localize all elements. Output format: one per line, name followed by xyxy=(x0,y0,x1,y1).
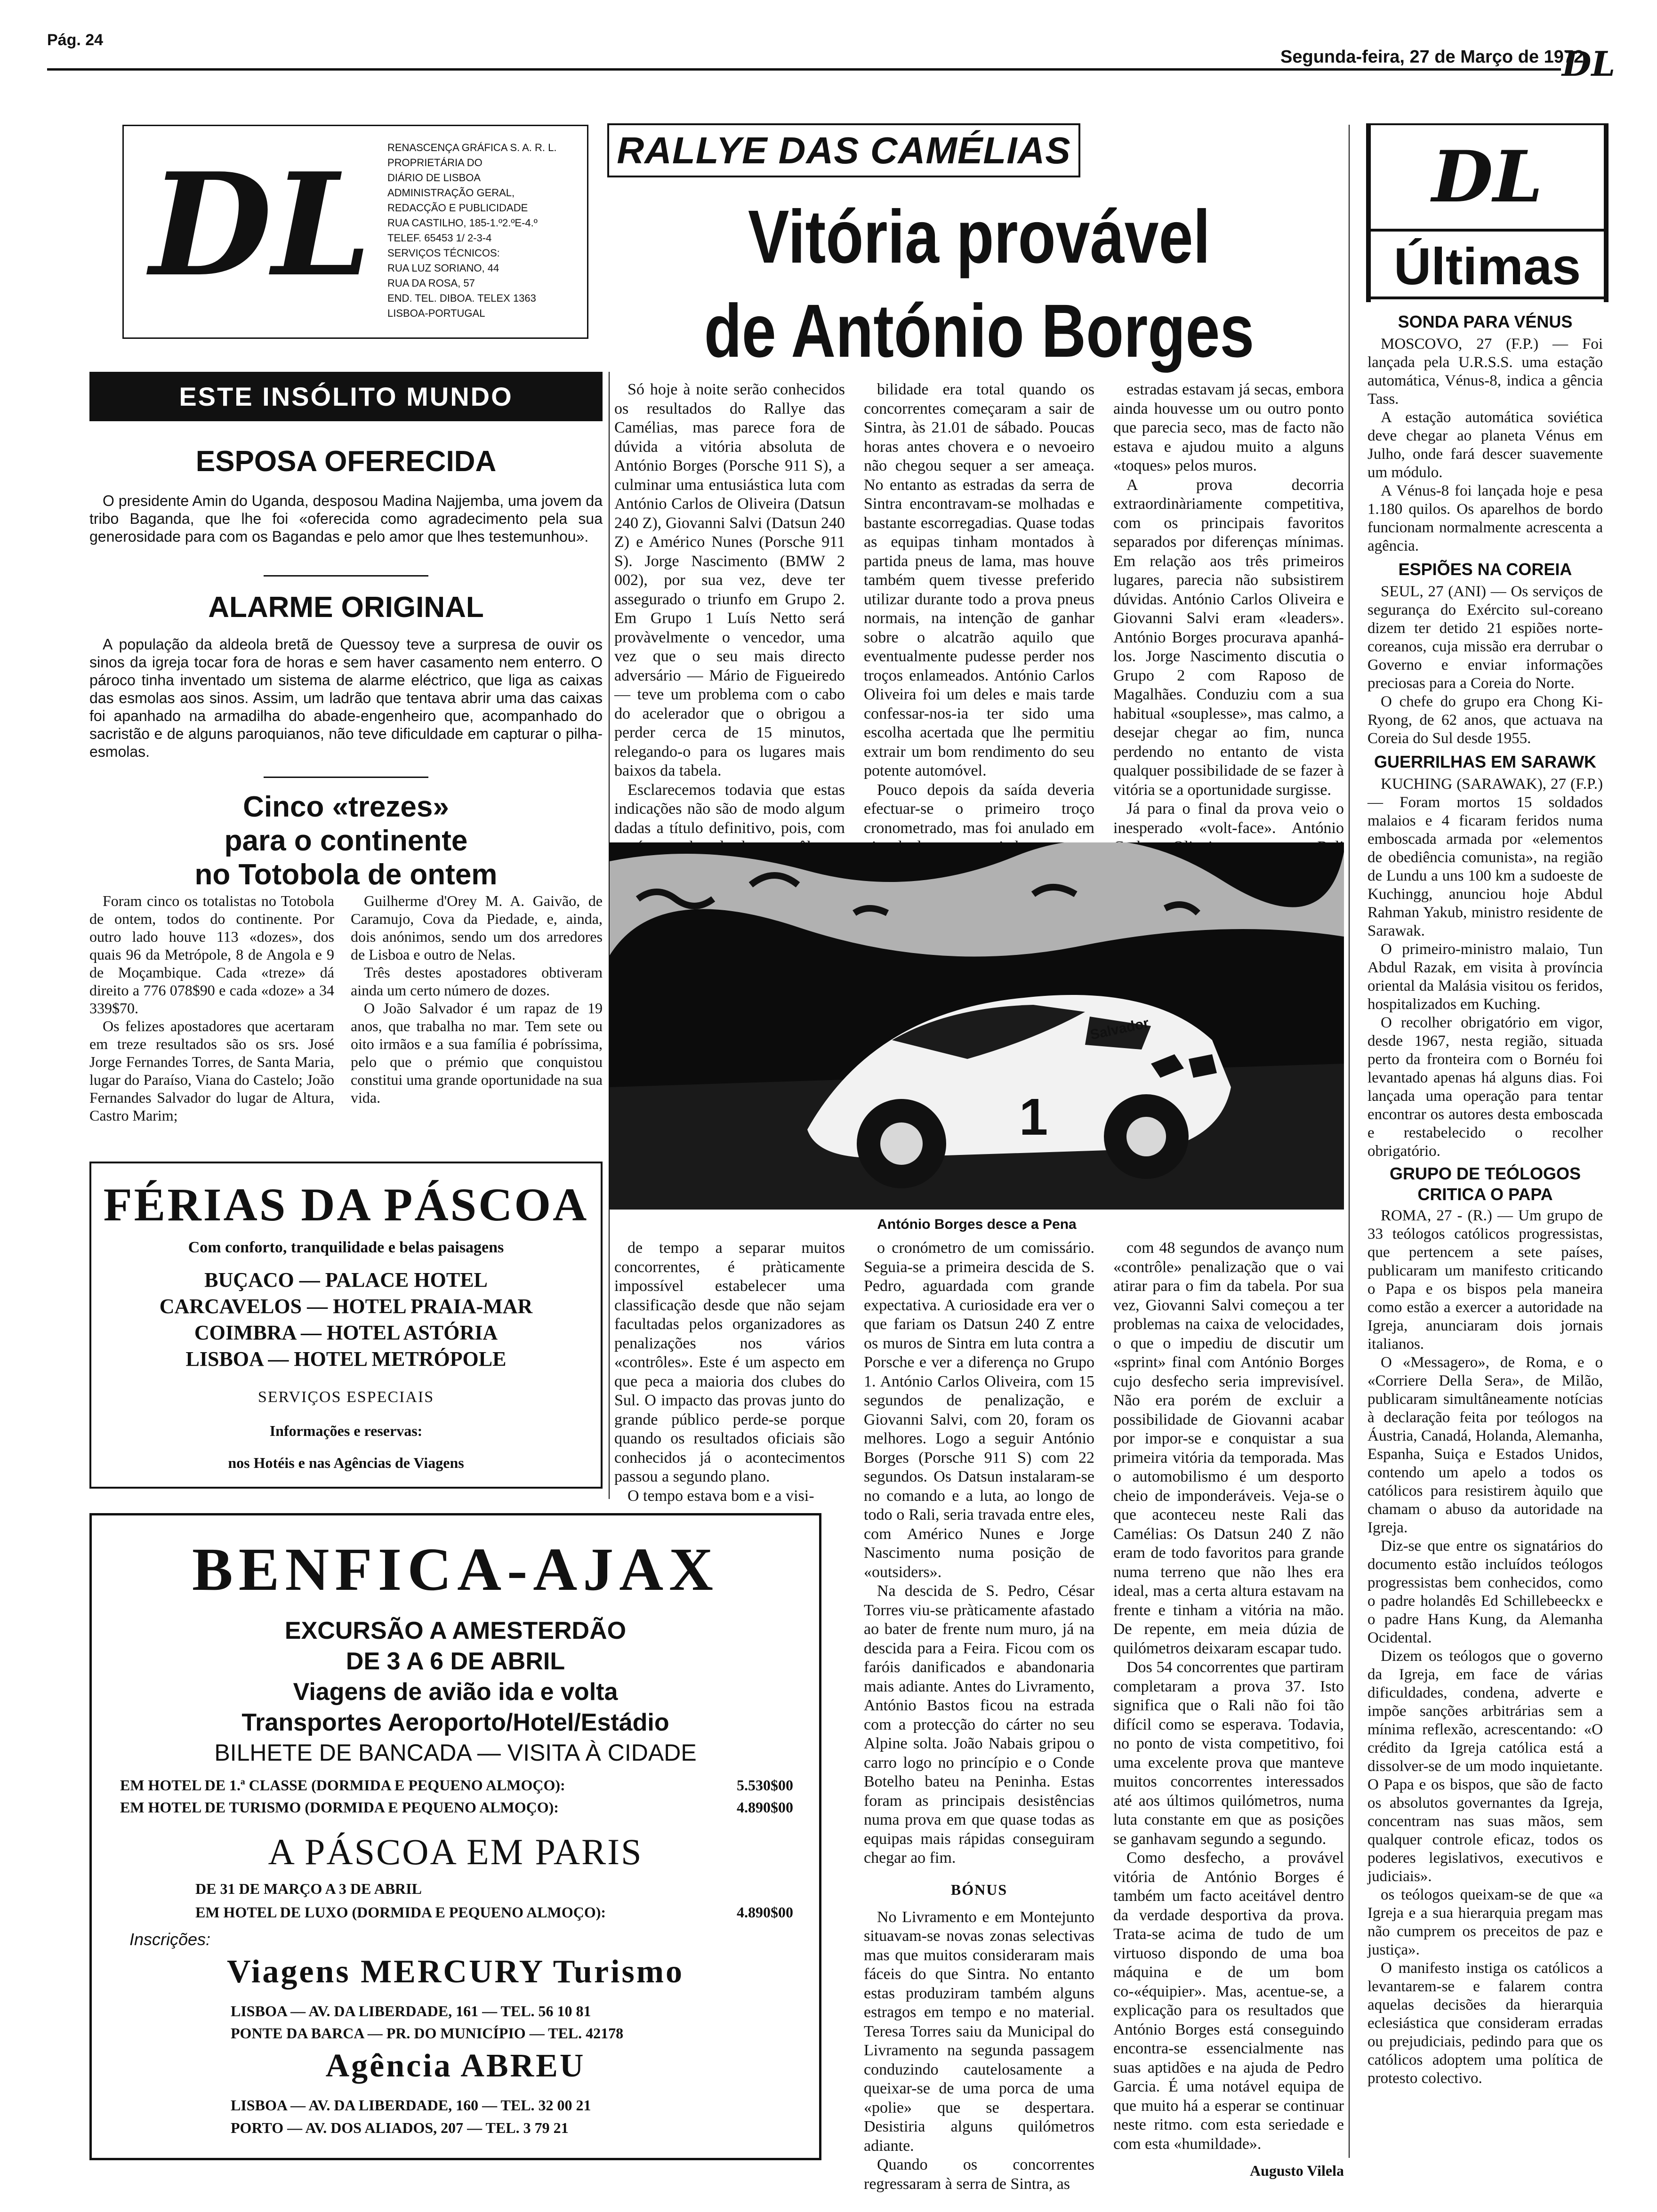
rallye-paragraph: Na descida de S. Pedro, César Torres viu-se pràticamente afastado ao bater de frente num muro, já na descida para a Feira. Ficou com os faróis danificados e abandonaria mais adiante. Antes do Livramento, António Bastos ficou na estrada com a protecção do cárter no seu Alpine solta. João Nabais gripou o carro logo no princípio e o Conde Botelho bateu na Peninha. Estas foram as principais desistências numa prova em que quase todas as equipas mais rápidas conseguiram chegar ao fim. xyxy=(864,1582,1094,1867)
abreu-address: PORTO — AV. DOS ALIADOS, 207 — TEL. 3 79 21 xyxy=(231,2119,569,2136)
abreu-address: LISBOA — AV. DA LIBERDADE, 160 — TEL. 32 00 21 xyxy=(231,2097,591,2114)
paris-hotel: EM HOTEL DE LUXO (DORMIDA E PEQUENO ALMOÇO): xyxy=(195,1904,606,1921)
grupo-paragraph: os teólogos queixam-se de que «a Igreja e a sua hierarquia pregam mas não cumprem os preceitos de paz e justiça». xyxy=(1367,1886,1603,1958)
masthead-line: SERVIÇOS TÉCNICOS: xyxy=(387,247,500,259)
mercury-address: PONTE DA BARCA — PR. DO MUNICÍPIO — TEL. 42178 xyxy=(231,2025,624,2042)
masthead-line: LISBOA-PORTUGAL xyxy=(387,307,485,319)
rallye-paragraph: bilidade era total quando os concorrentes começaram a sair de Sintra, às 21.01 de sábado. Poucas horas antes chovera e o nevoeiro não chegou sequer a ser ameaça. No entanto as estradas da serra de Sintra encontravam-se molhadas e bastante escorregadias. Quase todas as equipas tinham montados à partida pneus de lama, mas houve também quem tivesse preferido utilizar durante todo a prova pneus normais, na intenção de ganhar sobre o alcatrão aquilo que eventualmente pudesse perder nos troços enlameados. António Carlos Oliveira foi um deles e mais tarde confessar-nos-ia ter sido uma escolha acertada que lhe permitiu extrair um bom rendimento do seu potente automóvel. xyxy=(864,381,1094,779)
benfica-price-label: EM HOTEL DE 1.ª CLASSE (DORMIDA E PEQUENO ALMOÇO): xyxy=(120,1777,565,1794)
rallye-paragraph: Só hoje à noite serão conhecidos os resultados do Rallye das Camélias, mas parece fora de dúvida a vitória absoluta de António Borges (Porsche 911 S), a culminar uma entusiástica luta com António Carlos de Oliveira (Datsun 240 Z), Giovanni Salvi (Datsun 240 Z) e Américo Nunes (Porsche 911 S). Jorge Nascimento (BMW 2 002), por sua vez, deve ter assegurado o triunfo em Grupo 2. Em Grupo 1 Luís Netto será provàvelmente o vencedor, uma vez que o seu mais directo adversário — Mário de Figueiredo — teve um problema com o cabo do acelerador que o obrigou a perder cerca de 15 minutos, relegando-o para os lugares mais baixos da tabela. xyxy=(614,381,845,779)
ferias-hotel: CARCAVELOS — HOTEL PRAIA-MAR xyxy=(159,1295,533,1318)
grupo-paragraph: ROMA, 27 - (R.) — Um grupo de 33 teólogos católicos progressistas, que pertencem a sete países, publicaram um manifesto criticando o Papa e os bispos pela maneira como estão a exercer a autoridade na Igreja, anunciaram dois jornais italianos. xyxy=(1367,1207,1603,1353)
grupo-paragraph: O «Messagero», de Roma, e o «Corriere Della Sera», de Milão, publicaram simultâneamente notícias à declaração feita por teólogos na Áustria, Canadá, Holanda, Alemanha, Espanha, Suiça e Estados Unidos, contendo um apelo a todos os católicos para resistirem àquilo que chamam o abuso da autoridade na Igreja. xyxy=(1367,1354,1603,1536)
rallye-kicker-text: RALLYE DAS CAMÉLIAS xyxy=(617,129,1071,171)
totobola-paragraph: Três destes apostadores obtiveram ainda um certo número de dozes. xyxy=(351,964,603,999)
alarme-rule xyxy=(264,777,428,778)
esposa-headline: ESPOSA OFERECIDA xyxy=(195,445,497,478)
espioes-heading: ESPIÕES NA COREIA xyxy=(1398,560,1572,579)
paris-dates: DE 31 DE MARÇO A 3 DE ABRIL xyxy=(195,1880,422,1897)
sonda-heading: SONDA PARA VÉNUS xyxy=(1398,312,1573,331)
masthead-line: RUA DA ROSA, 57 xyxy=(387,277,475,289)
page-number: Pág. 24 xyxy=(47,31,104,49)
rallye-paragraph: com 48 segundos de avanço num «contrôle» penalização que o vai atirar para o fim da tabela. Por sua vez, Giovanni Salvi começou a ter problemas na caixa de velocidades, o que o impediu de discutir um «sprint» final com António Borges cujo desfecho seria imprevisível. Não era porém de excluir a possibilidade de Giovanni acabar por impor-se e conquistar a sua primeira vitória da temporada. Mas o automobilismo é um desporto cheio de imponderáveis. Veja-se o que aconteceu neste Rali das Camélias: Os Datsun 240 Z não eram de todo favoritos para grande numa terreno que não lhes era ideal, mas a certa altura estavam na frente e tinham a vitória na mão. De repente, em meia dúzia de quilómetros deixaram escapar tudo. xyxy=(1113,1239,1344,1657)
espioes-paragraph: O chefe do grupo era Chong Ki-Ryong, de 62 anos, que actuava na Coreia do Sul desde 1955. xyxy=(1367,693,1603,747)
masthead-line: DIÁRIO DE LISBOA xyxy=(387,172,481,184)
totobola-title-2: para o continente xyxy=(224,825,468,857)
totobola-col-left xyxy=(89,892,334,1124)
guerrilhas-heading: GUERRILHAS EM SARAWK xyxy=(1374,752,1596,771)
byline: Augusto Vilela xyxy=(1249,2162,1344,2179)
benfica-title: BENFICA-AJAX xyxy=(192,1536,719,1603)
sonda-paragraph: MOSCOVO, 27 (F.P.) — Foi lançada pela U.R.S.S. uma estação automática, Vénus-8, indica a gência Tass. xyxy=(1367,336,1603,408)
benfica-ad xyxy=(89,1513,821,2160)
bonus-heading: BÓNUS xyxy=(950,1881,1008,1898)
ferias-hotel: BUÇACO — PALACE HOTEL xyxy=(204,1268,488,1291)
rallye-photo xyxy=(610,842,1344,1210)
totobola-title-3: no Totobola de ontem xyxy=(194,858,498,891)
guerrilhas-paragraph: O recolher obrigatório em vigor, desde 1967, nesta região, situada perto da fronteira com o Bornéu foi levantado apenas há alguns dias. Foi lançada uma operação para tentar encontrar os autores desta emboscada e restabelecido o recolher obrigatório. xyxy=(1367,1014,1603,1160)
benfica-price-value: 5.530$00 xyxy=(737,1777,793,1794)
ferias-hotel: LISBOA — HOTEL METRÓPOLE xyxy=(185,1347,507,1370)
totobola-paragraph: Foram cinco os totalistas no Totobola de ontem, todos do continente. Por outro lado houve 113 «dozes», dos quais 96 da Metrópole, 8 de Angola e 9 de Moçambique. Cada «treze» dá direito a 776 078$90 e cada «doze» a 34 339$70. xyxy=(89,892,334,1017)
masthead-line: RUA CASTILHO, 185-1.º2.ºE-4.º xyxy=(387,217,538,229)
car-photo xyxy=(610,842,1344,1210)
rallye-paragraph: A prova decorria extraordinàriamente competitiva, com os principais favoritos separados por diferenças mínimas. Em relação aos três primeiros lugares, parecia não subsistirem dúvidas. António Carlos Oliveira e Giovanni Salvi eram «leaders». António Borges procurava apanhá-los. Jorge Nascimento discutia o Grupo 2 com Raposo de Magalhães. Conduziu com a sua habitual «souplesse», mas calmo, a desejar chegar ao fim, nunca perdendo no entanto de vista qualquer possibilidade de se fazer à vitória se a oportunidade surgisse. xyxy=(1113,476,1344,799)
ultimas-title: Últimas xyxy=(1371,229,1604,299)
ferias-subtitle: Com conforto, tranquilidade e belas paisagens xyxy=(188,1239,504,1256)
espioes-paragraph: SEUL, 27 (ANI) — Os serviços de segurança do Exército sul-coreano dizem ter detido 21 espiões norte-coreanos, cuja missão era derrubar o Governo e enviar informações preciosas para a Coreia do Norte. xyxy=(1367,583,1603,692)
alarme-text xyxy=(89,635,603,761)
grupo-paragraph: O manifesto instiga os católicos a levantarem-se e falarem contra aquelas decisões da hierarquia eclesiástica que consideram erradas ou prejudiciais, pedindo para que os católicos adoptem uma política de protesto colectivo. xyxy=(1367,1960,1603,2087)
masthead-line: PROPRIETÁRIA DO xyxy=(387,157,483,168)
alarme-headline: ALARME ORIGINAL xyxy=(208,591,484,624)
rallye-paragraph: Como desfecho, a provável vitória de António Borges é também um facto aceitável dentro da verdade desportiva da prova. Trata-se acima de tudo de um virtuoso dispondo de uma boa máquina e de um bom co-«équipier». Mas, acentue-se, a explicação para os resultados que António Borges está conseguindo encontra-se essencialmente nas suas aptidões e na ajuda de Pedro Garcia. É uma notável equipa de que muito há a esperar se continuar neste ritmo. com esta seriedade e com esta «humildade». xyxy=(1113,1849,1344,2153)
benfica-line: DE 3 A 6 DE ABRIL xyxy=(346,1648,565,1675)
car-number: 1 xyxy=(1019,1088,1048,1146)
rallye-paragraph: No Livramento e em Montejunto situavam-se novas zonas selectivas mas que muitos consideraram mais fáceis do que Sintra. No entanto estas produziram também alguns estragos em tempo e no material. Teresa Torres saiu da Municipal do Livramento na segunda passagem conduzindo cautelosamente a queixar-se de uma porca de uma «polie» que se despertara. Desistiria alguns quilómetros adiante. xyxy=(864,1908,1094,2155)
masthead-line: END. TEL. DIBOA. TELEX 1363 xyxy=(387,292,536,304)
masthead-line: REDACÇÃO E PUBLICIDADE xyxy=(387,202,528,214)
totobola-paragraph: Guilherme d'Orey M. A. Gaivão, de Caramujo, Cova da Piedade, e, ainda, dois anónimos, sendo um dos arredores de Lisboa e outro de Nelas. xyxy=(351,892,603,963)
ferias-info: Informações e reservas: xyxy=(269,1422,423,1439)
masthead-box xyxy=(122,125,588,339)
esposa-paragraph: O presidente Amin do Uganda, desposou Madina Najjemba, uma jovem da tribo Baganda, que lhe foi «oferecida como agradecimento pela sua generosidade para com os Bagandas e pelo amor que lhes testemunhou». xyxy=(89,492,603,545)
ferias-title: FÉRIAS DA PÁSCOA xyxy=(103,1178,589,1231)
header-rule xyxy=(47,68,1561,71)
photo-caption: António Borges desce a Pena xyxy=(877,1217,1077,1232)
rallye-col-6 xyxy=(1113,1239,1344,2180)
ferias-ad xyxy=(89,1162,603,1489)
grupo-heading: CRITICA O PAPA xyxy=(1417,1185,1553,1204)
paris-title: A PÁSCOA EM PARIS xyxy=(268,1831,643,1872)
header-logo: DL xyxy=(1562,44,1616,84)
guerrilhas-paragraph: O primeiro-ministro malaio, Tun Abdul Razak, em visita à província oriental da Malásia visitou os feridos, hospitalizados em Kuching. xyxy=(1367,941,1603,1013)
rallye-headline-2: de António Borges xyxy=(704,289,1255,373)
inscricoes-label: Inscrições: xyxy=(129,1930,211,1949)
mercury-title: Viagens MERCURY Turismo xyxy=(226,1954,684,1990)
benfica-line: EXCURSÃO A AMESTERDÃO xyxy=(284,1617,627,1644)
rallye-col-1 xyxy=(614,380,845,876)
rallye-col-2 xyxy=(864,380,1094,857)
ferias-hotel: COIMBRA — HOTEL ASTÓRIA xyxy=(194,1321,498,1344)
rallye-col-3 xyxy=(1113,380,1344,876)
rallye-headline-1: Vitória provável xyxy=(748,194,1211,279)
benfica-price-label: EM HOTEL DE TURISMO (DORMIDA E PEQUENO ALMOÇO): xyxy=(120,1799,559,1816)
ultimas-logo: DL xyxy=(1432,136,1543,218)
paris-price: 4.890$00 xyxy=(737,1904,793,1921)
totobola-paragraph: Os felizes apostadores que acertaram em treze resultados são os srs. José Jorge Fernandes Torres, de Santa Maria, lugar do Paraíso, Viana do Castelo; João Fernandes Salvador do lugar de Altura, Castro Marim; xyxy=(89,1018,334,1124)
grupo-paragraph: Dizem os teólogos que o governo da Igreja, em face de várias dificuldades, condena, adverte e impõe sanções arbitrárias sem a mínima reflexão, acrescentando: «O crédito da Igreja católica está a dissolver-se de um modo inquietante. O Papa e os bispos, que são de facto os absolutos governantes da Igreja, concentram nas suas mãos, sem qualquer controle eficaz, todos os poderes legislativos, executivos e judiciais». xyxy=(1367,1648,1603,1885)
benfica-price-value: 4.890$00 xyxy=(737,1799,793,1816)
rallye-paragraph: O tempo estava bom e a visi- xyxy=(627,1487,814,1505)
abreu-title: Agência ABREU xyxy=(325,2048,586,2084)
alarme-paragraph: A população da aldeola bretã de Quessoy teve a surpresa de ouvir os sinos da igreja tocar fora de horas e sem haver casamento nem enterro. O pároco tinha inventado um sistema de alarme eléctrico, que liga as caixas das esmolas aos sinos. Assim, um ladrão que tentava abrir uma das caixas foi apanhado na armadilha do abade-engenheiro que, acompanhado do sacristão e de alguns paroquianos, não teve dificuldade em capturar o pilha-esmolas. xyxy=(89,636,603,760)
column-rule xyxy=(1349,125,1350,2158)
masthead-line: ADMINISTRAÇÃO GERAL, xyxy=(387,187,515,199)
sonda-paragraph: A Vénus-8 foi lançada hoje e pesa 1.180 quilos. Os aparelhos de bordo funcionam normalmente acrescenta a agência. xyxy=(1367,482,1603,554)
rallye-paragraph: de tempo a separar muitos concorrentes, é pràticamente impossível estabelecer uma classificação desde que não sejam facultadas pelos organizadores as penalizações nos vários «contrôles». Este é um aspecto em que peca a maioria dos clubes do Sul. O impacto das provas junto do grande público perde-se porque quando os resultados oficiais são conhecidos já o acontecimentos passou a segundo plano. xyxy=(614,1239,845,1485)
totobola-paragraph: O João Salvador é um rapaz de 19 anos, que trabalha no mar. Tem sete ou oito irmãos e a sua família é pobríssima, pelo que o prémio que conquistou constitui uma grande oportunidade na sua vida. xyxy=(351,1000,603,1106)
ferias-services: SERVIÇOS ESPECIAIS xyxy=(257,1388,434,1406)
masthead-lines xyxy=(387,140,585,321)
rallye-paragraph: estradas estavam já secas, embora ainda houvesse um ou outro ponto que parecia seco, mas de facto não estava e ajudou muito a alguns «toques» pelos muros. xyxy=(1113,381,1344,474)
grupo-heading: GRUPO DE TEÓLOGOS xyxy=(1389,1164,1581,1183)
benfica-line: Transportes Aeroporto/Hotel/Estádio xyxy=(241,1709,669,1736)
page-date: Segunda-feira, 27 de Março de 1972 xyxy=(1280,47,1584,67)
rallye-paragraph: o cronómetro de um comissário. Seguia-se a primeira descida de S. Pedro, aguardada com grande expectativa. A curiosidade era ver o que fariam os Datsun 240 Z entre os muros de Sintra em luta contra a Porsche e ver a diferença no Grupo 1. António Carlos Oliveira, com 15 segundos de penalização, e Giovanni Salvi, com 20, foram os melhores. Logo a seguir António Borges (Porsche 911 S) com 22 segundos. Os Datsun instalaram-se no comando e a luta, ao longo de todo o Rali, seria travada entre eles, com Américo Nunes e Jorge Nascimento numa posição de «outsiders». xyxy=(864,1239,1094,1581)
mercury-address: LISBOA — AV. DA LIBERDADE, 161 — TEL. 56 10 81 xyxy=(231,2003,591,2020)
insolito-banner: ESTE INSÓLITO MUNDO xyxy=(89,372,603,421)
rallye-col-5 xyxy=(864,1239,1094,2194)
totobola-col-right xyxy=(351,892,603,1106)
ferias-footer: nos Hotéis e nas Agências de Viagens xyxy=(228,1454,464,1471)
ultimas-column xyxy=(1367,311,1603,2088)
esposa-text xyxy=(89,492,603,545)
totobola-title-1: Cinco «trezes» xyxy=(243,791,449,823)
guerrilhas-paragraph: KUCHING (SARAWAK), 27 (F.P.) — Foram mortos 15 soldados malaios e 4 ficaram feridos numa emboscada armada por «elementos de obediência comunista», na região de Lundu a uns 100 km a sudoeste de Kuchingg, anunciou hoje Abdul Rahman Yakub, ministro residente de Sarawak. xyxy=(1367,776,1603,939)
rallye-paragraph: Dos 54 concorrentes que partiram completaram a prova 37. Isto significa que o Rali não foi tão difícil como se esperava. Todavia, no ponto de vista competitivo, foi uma excelente prova que manteve muitos concorrentes interessados até aos últimos quilómetros, numa luta constante em que as posições se ganhavam segundo a segundo. xyxy=(1113,1659,1344,1848)
masthead-line: RUA LUZ SORIANO, 44 xyxy=(387,262,499,274)
rallye-paragraph: Esclarecemos todavia que estas indicações não são de modo algum dadas a título definitivo, pois, com xyxy=(614,781,845,837)
masthead-line: TELEF. 65453 1/ 2-3-4 xyxy=(387,232,492,244)
masthead-line: RENASCENÇA GRÁFICA S. A. R. L. xyxy=(387,142,557,153)
rallye-col-4 xyxy=(614,1239,845,1506)
grupo-paragraph: Diz-se que entre os signatários do documento estão incluídos teólogos progressistas bem conhecidos, como o padre holandês Ed Schillebeeckx e o padre Hans Kung, da Alemanha Ocidental. xyxy=(1367,1538,1603,1646)
sonda-paragraph: A estação automática soviética deve chegar ao planeta Vénus em Julho, onde fará descer suavemente um módulo. xyxy=(1367,409,1603,481)
benfica-line: Viagens de avião ida e volta xyxy=(293,1678,618,1706)
rallye-paragraph: Quando os concorrentes regressaram à serra de Sintra, as xyxy=(864,2156,1094,2193)
benfica-line: BILHETE DE BANCADA — VISITA À CIDADE xyxy=(214,1739,697,1766)
rallye-paragraph: Já para o final da prova veio o inesperado «volt-face». António xyxy=(1113,800,1344,837)
masthead-logo: DL xyxy=(150,142,372,308)
ultimas-box xyxy=(1366,123,1609,302)
rallye-kicker xyxy=(607,123,1080,177)
rallye-paragraph: Pouco depois da saída deveria efectuar-se o primeiro troço cronometrado, mas foi anulado em xyxy=(864,781,1094,837)
esposa-rule xyxy=(264,575,428,577)
car-sign: Salvador xyxy=(1088,1015,1150,1043)
